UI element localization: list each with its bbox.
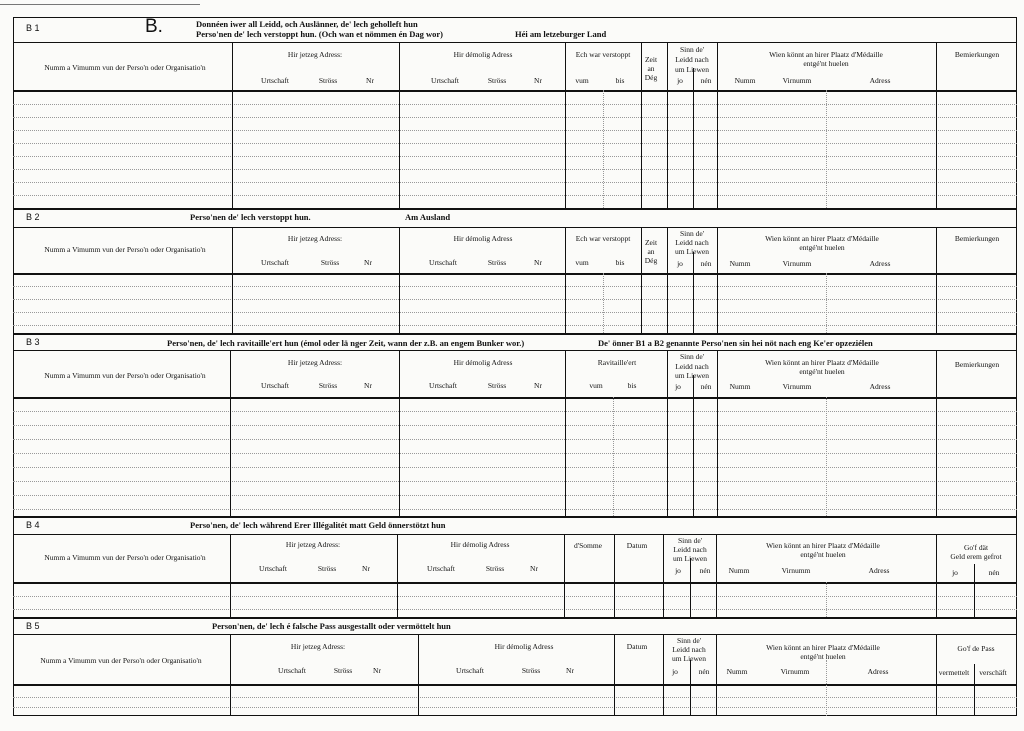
form-letter: B. [145, 16, 163, 37]
column-line [603, 90, 604, 208]
entry-line [13, 286, 1017, 287]
column-line [565, 227, 566, 333]
b4-money-line2: Geld erem gefrot [950, 552, 1002, 561]
b2-current-number: Nr [364, 258, 372, 267]
column-line [826, 660, 827, 716]
b3-medal-firstname: Virnumm [782, 382, 812, 391]
b3-former-address-header: Hir démolig Adress [453, 358, 513, 367]
b2-hidden-header: Ech war verstoppt [575, 234, 631, 243]
entry-line [13, 596, 1017, 597]
column-line [826, 397, 827, 516]
entry-line [13, 425, 1017, 426]
b2-sense-line2: Leidd nach [675, 238, 709, 247]
b1-time-line2: an [647, 64, 655, 73]
b1-from: vum [575, 76, 589, 85]
b5-date: Datum [626, 642, 648, 651]
b5-current-street: Ströss [333, 666, 353, 675]
column-line [667, 227, 668, 333]
column-line [936, 227, 937, 333]
b1-current-number: Nr [366, 76, 374, 85]
b3-sense-line1: Sinn de' [679, 352, 705, 361]
b2-medal-line1: Wien könnt an hirer Plaatz d'Médaille [765, 234, 879, 243]
b1-time-line3: Dég [644, 73, 658, 82]
b3-no: nén [700, 382, 712, 391]
b1-medal-line2: entgé'nt huelen [803, 59, 849, 68]
b1-medal-line1: Wien könnt an hirer Plaatz d'Médaille [769, 50, 883, 59]
section-separator [13, 333, 1017, 335]
entry-line [13, 195, 1017, 196]
b1-current-address-header: Hir jetzeg Adress: [287, 50, 343, 59]
b5-made: verschäft [979, 668, 1007, 677]
column-line [230, 534, 231, 617]
b2-current-street: Ströss [320, 258, 340, 267]
b1-current-street: Ströss [318, 76, 338, 85]
b1-sense-line3: um Liewen [675, 65, 709, 74]
section-b1-id: B 1 [26, 23, 40, 33]
b5-current-place: Urtschaft [278, 666, 306, 675]
b4-sense-line1: Sinn de' [677, 536, 703, 545]
entry-line [13, 143, 1017, 144]
column-line [936, 42, 937, 208]
b4-medal-address: Adress [868, 566, 890, 575]
b5-sense-line3: um Liewen [672, 654, 706, 663]
section-separator [13, 516, 1017, 518]
b1-hidden-header: Ech war verstoppt [575, 50, 631, 59]
column-line [936, 634, 937, 716]
entry-line [13, 325, 1017, 326]
b5-medal-line2: entgé'nt huelen [800, 652, 846, 661]
b2-until: bis [615, 258, 625, 267]
entry-line [13, 697, 1017, 698]
column-line [397, 534, 398, 617]
b3-former-number: Nr [534, 381, 542, 390]
b2-time-line3: Dég [644, 256, 658, 265]
b3-name-header: Numm a Vimumm vun der Perso'n oder Organisatio'n [44, 371, 206, 380]
header-bottom-line [13, 273, 1017, 275]
column-line [399, 42, 400, 208]
column-line [826, 90, 827, 208]
b3-medal-line2: entgé'nt huelen [799, 367, 845, 376]
b3-medal-name: Numm [729, 382, 751, 391]
b5-current-address-header: Hir jetzeg Adress: [290, 642, 346, 651]
b4-money-yes: jo [952, 568, 958, 577]
b4-money-no: nén [988, 568, 1000, 577]
b3-former-place: Urtschaft [429, 381, 457, 390]
column-line [399, 227, 400, 333]
entry-line [13, 312, 1017, 313]
entry-line [13, 707, 1017, 708]
b2-medal-line2: entgé'nt huelen [799, 243, 845, 252]
column-line [613, 397, 614, 516]
entry-line [13, 467, 1017, 468]
b4-medal-line2: entgé'nt huelen [800, 550, 846, 559]
column-line [564, 534, 565, 617]
b5-no: nén [698, 667, 710, 676]
header-bottom-line [13, 397, 1017, 399]
b3-remarks: Bemierkungen [954, 360, 1000, 369]
column-line [565, 42, 566, 208]
entry-line [13, 182, 1017, 183]
b5-name-header: Numm a Vimumm vun der Perso'n oder Organisatio'n [40, 656, 202, 665]
b4-former-place: Urtschaft [427, 564, 455, 573]
b4-current-street: Ströss [317, 564, 337, 573]
b4-sense-line3: um Liewen [673, 554, 707, 563]
entry-line [13, 156, 1017, 157]
section-separator [13, 208, 1017, 210]
header-top-line [13, 534, 1017, 535]
column-line [716, 534, 717, 617]
b2-sense-line1: Sinn de' [679, 229, 705, 238]
b3-current-address-header: Hir jetzeg Adress: [287, 358, 343, 367]
column-line [936, 350, 937, 516]
b5-sense-line2: Leidd nach [672, 645, 706, 654]
column-line [614, 534, 615, 617]
b5-mediated: vermettelt [938, 668, 970, 677]
entry-line [13, 104, 1017, 105]
entry-line [13, 299, 1017, 300]
section-b3-title2: De' önner B1 a B2 genannte Perso'nen sin hei nöt nach eng Ke'er opzeziélen [598, 338, 873, 348]
column-line-yes-no [693, 252, 694, 333]
b2-sense-line3: um Liewen [675, 247, 709, 256]
column-line-yes-no [690, 558, 691, 617]
entry-line [13, 609, 1017, 610]
b2-former-street: Ströss [487, 258, 507, 267]
column-line [663, 634, 664, 716]
b4-money-line1: Go'f dät [963, 543, 989, 552]
section-b5-title: Person'nen, de' lech é falsche Pass ausgestallt oder vermöttelt hun [212, 621, 451, 631]
b4-medal-name: Numm [728, 566, 750, 575]
column-line [936, 534, 937, 617]
section-b4-title: Perso'nen, de' lech während Erer Illégalitét matt Geld önnerstötzt hun [190, 520, 446, 530]
column-line-yes-no [693, 375, 694, 516]
column-line [230, 350, 231, 516]
b4-current-place: Urtschaft [259, 564, 287, 573]
b2-name-header: Numm a Vimumm vun der Perso'n oder Organisatio'n [44, 245, 206, 254]
column-line [641, 42, 642, 208]
b3-until: bis [627, 381, 637, 390]
b1-until: bis [615, 76, 625, 85]
entry-line [13, 117, 1017, 118]
b5-medal-firstname: Virnumm [780, 667, 810, 676]
b2-medal-firstname: Virnumm [782, 259, 812, 268]
b3-current-number: Nr [364, 381, 372, 390]
section-b5-id: B 5 [26, 621, 40, 631]
section-b3-title: Perso'nen, de' lech ravitaille'ert hun (émol oder lä nger Zeit, wann der z.B. an engem Bunker wor.) [167, 338, 525, 348]
b4-name-header: Numm a Vimumm vun der Perso'n oder Organisatio'n [44, 553, 206, 562]
b4-medal-line1: Wien könnt an hirer Plaatz d'Médaille [766, 541, 880, 550]
column-line [232, 42, 233, 208]
b1-current-place: Urtschaft [261, 76, 289, 85]
column-line [230, 634, 231, 716]
b1-former-place: Urtschaft [431, 76, 459, 85]
b4-medal-firstname: Virnumm [781, 566, 811, 575]
header-top-line [13, 227, 1017, 228]
b1-former-number: Nr [534, 76, 542, 85]
b1-no: nén [700, 76, 712, 85]
header-top-line [13, 634, 1017, 635]
b4-former-address-header: Hir démolig Adress [450, 540, 510, 549]
b2-yes: jo [677, 259, 683, 268]
b4-sum: d'Somme [573, 541, 603, 550]
b5-yes: jo [672, 667, 678, 676]
b2-former-address-header: Hir démolig Adress [453, 234, 513, 243]
b3-supplied-header: Ravitaille'ert [597, 358, 637, 367]
column-line-yes-no [693, 68, 694, 208]
section-b2-title: Perso'nen de' lech verstoppt hun. [190, 212, 311, 222]
b1-medal-name: Numm [734, 76, 756, 85]
b1-medal-address: Adress [869, 76, 891, 85]
b1-sense-line2: Leidd nach [675, 55, 709, 64]
b1-yes: jo [677, 76, 683, 85]
b1-former-street: Ströss [487, 76, 507, 85]
header-top-line [13, 42, 1017, 43]
b4-no: nén [699, 566, 711, 575]
b4-former-number: Nr [530, 564, 538, 573]
section-b3-id: B 3 [26, 337, 40, 347]
b4-date: Datum [626, 541, 648, 550]
column-line [641, 227, 642, 333]
b2-remarks: Bemierkungen [954, 234, 1000, 243]
header-bottom-line [13, 90, 1017, 92]
b1-sense-line1: Sinn de' [679, 45, 705, 54]
b2-time-line1: Zeit [644, 238, 658, 247]
header-bottom-line [13, 582, 1017, 584]
b5-former-street: Ströss [521, 666, 541, 675]
form-header-line1: Donnéen iwer all Leidd, och Auslänner, de' lech geholleft hun [196, 19, 418, 29]
b2-current-address-header: Hir jetzeg Adress: [287, 234, 343, 243]
column-line [717, 42, 718, 208]
b5-medal-address: Adress [867, 667, 889, 676]
b5-former-place: Urtschaft [456, 666, 484, 675]
column-line-pass [974, 664, 975, 716]
b3-medal-line1: Wien könnt an hirer Plaatz d'Médaille [765, 358, 879, 367]
b3-current-place: Urtschaft [261, 381, 289, 390]
scan-edge [0, 4, 200, 5]
entry-line [13, 509, 1017, 510]
column-line [667, 350, 668, 516]
section-separator [13, 617, 1017, 619]
form-header-line2-country: Héi am letzeburger Land [515, 29, 607, 39]
b3-former-street: Ströss [487, 381, 507, 390]
b5-current-number: Nr [373, 666, 381, 675]
entry-line [13, 481, 1017, 482]
form-header-line2: Perso'nen de' lech verstoppt hun. (Och wan et nömmen én Dag wor) [196, 29, 443, 39]
b5-medal-line1: Wien könnt an hirer Plaatz d'Médaille [766, 643, 880, 652]
section-b2-id: B 2 [26, 212, 40, 222]
column-line-money [974, 564, 975, 617]
entry-line [13, 411, 1017, 412]
b5-former-number: Nr [566, 666, 574, 675]
column-line [826, 582, 827, 617]
b3-sense-line2: Leidd nach [675, 362, 709, 371]
b4-sense-line2: Leidd nach [673, 545, 707, 554]
b3-medal-address: Adress [869, 382, 891, 391]
b3-yes: jo [675, 382, 681, 391]
b5-pass-header: Go'f de Pass [957, 644, 995, 653]
b4-yes: jo [675, 566, 681, 575]
entry-line [13, 130, 1017, 131]
b1-time-line1: Zeit [644, 55, 658, 64]
b1-medal-firstname: Virnumm [782, 76, 812, 85]
section-b2-title2: Am Ausland [405, 212, 451, 222]
column-line [716, 634, 717, 716]
column-line [232, 227, 233, 333]
b2-medal-address: Adress [869, 259, 891, 268]
column-line [663, 534, 664, 617]
column-line [614, 634, 615, 716]
entry-line [13, 453, 1017, 454]
entry-line [13, 495, 1017, 496]
column-line [418, 634, 419, 716]
b5-former-address-header: Hir démolig Adress [494, 642, 554, 651]
column-line [717, 227, 718, 333]
b1-former-address-header: Hir démolig Adress [453, 50, 513, 59]
header-top-line [13, 350, 1017, 351]
b1-name-header: Numm a Vimumm vun der Perso'n oder Organisatio'n [44, 63, 206, 72]
b4-current-address-header: Hir jetzeg Adress: [285, 540, 341, 549]
b2-former-place: Urtschaft [429, 258, 457, 267]
b2-current-place: Urtschaft [261, 258, 289, 267]
entry-line [13, 439, 1017, 440]
b3-sense-line3: um Liewen [675, 371, 709, 380]
b2-time-line2: an [647, 247, 655, 256]
b2-no: nén [700, 259, 712, 268]
column-line [399, 350, 400, 516]
b2-medal-name: Numm [729, 259, 751, 268]
column-line [826, 273, 827, 333]
b3-current-street: Ströss [318, 381, 338, 390]
b2-from: vum [575, 258, 589, 267]
b5-medal-name: Numm [726, 667, 748, 676]
column-line-yes-no [690, 660, 691, 716]
column-line [717, 350, 718, 516]
column-line [667, 42, 668, 208]
column-line [565, 350, 566, 516]
b1-remarks: Bemierkungen [954, 50, 1000, 59]
section-b4-id: B 4 [26, 520, 40, 530]
b2-former-number: Nr [534, 258, 542, 267]
b4-current-number: Nr [362, 564, 370, 573]
entry-line [13, 169, 1017, 170]
b5-sense-line1: Sinn de' [676, 636, 702, 645]
column-line [603, 273, 604, 333]
b3-from: vum [589, 381, 603, 390]
header-bottom-line [13, 684, 1017, 686]
b4-former-street: Ströss [485, 564, 505, 573]
